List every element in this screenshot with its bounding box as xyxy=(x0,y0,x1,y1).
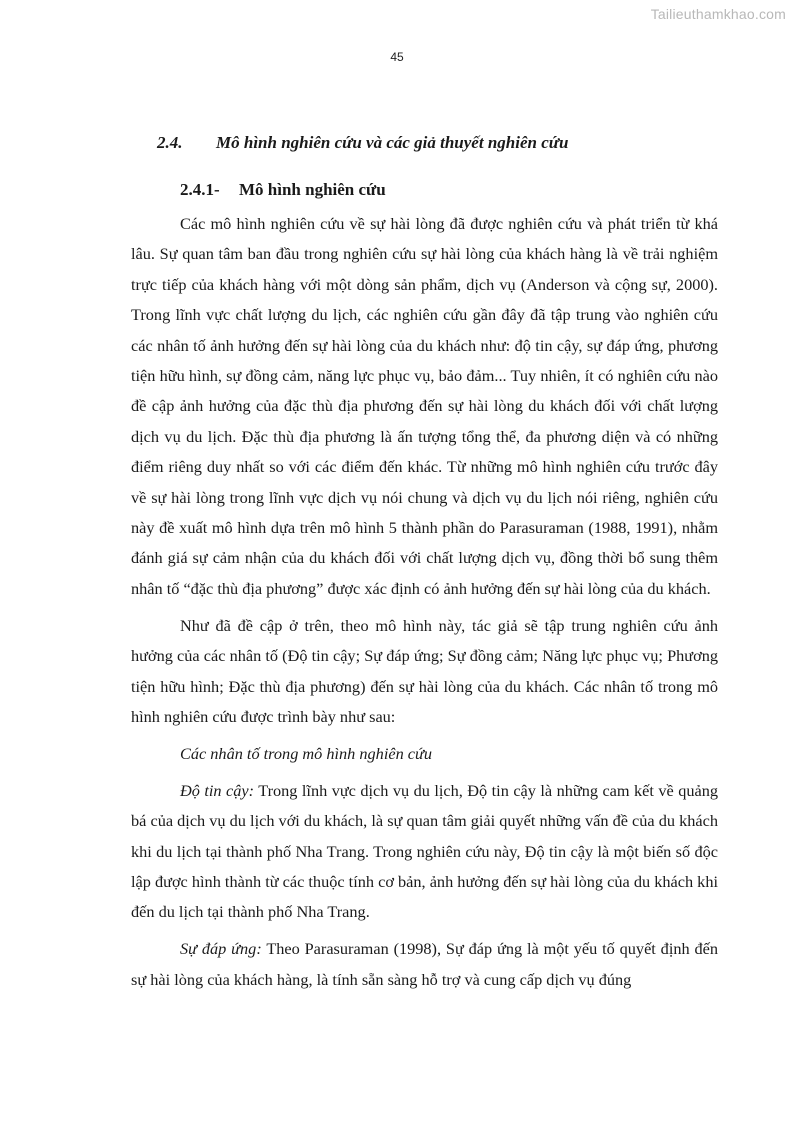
paragraph-responsiveness xyxy=(131,934,718,995)
paragraph-reliability-body: Trong lĩnh vực dịch vụ du lịch, Độ tin cậy là những cam kết về quảng bá của dịch vụ du lịch với du khách, là sự quan tâm giải quyết những vấn đề của du khách khi du lịch tại thành phố Nha Trang. Trong nghiên cứu này, Độ tin cậy là một biến số độc lập được hình thành từ các thuộc tính cơ bản, ảnh hưởng đến sự hài lòng của du khách khi đến du lịch tại thành phố Nha Trang. xyxy=(131,780,719,922)
section-number: 2.4. xyxy=(157,133,183,152)
paragraph-models-overview: Các mô hình nghiên cứu về sự hài lòng đã được nghiên cứu và phát triển từ khá lâu. Sự quan tâm ban đầu trong nghiên cứu sự hài lòng của khách hàng là về trải nghiệm trực tiếp của khách hàng với một dòng sản phẩm, dịch vụ (Anderson và cộng sự, 2000). Trong lĩnh vực chất lượng du lịch, các nghiên cứu gần đây đã tập trung vào nghiên cứu các nhân tố ảnh hưởng đến sự hài lòng của du khách như: độ tin cậy, sự đáp ứng, phương tiện hữu hình, sự đồng cảm, năng lực phục vụ, bảo đảm... Tuy nhiên, ít có nghiên cứu nào đề cập ảnh hưởng của đặc thù địa phương đến sự hài lòng du khách đối với chất lượng dịch vụ du lịch. Đặc thù địa phương là ấn tượng tổng thể, đa phương diện và có những điểm riêng duy nhất so với các điểm đến khác. Từ những mô hình nghiên cứu trước đây về sự hài lòng trong lĩnh vực dịch vụ nói chung và dịch vụ du lịch nói riêng, nghiên cứu này đề xuất mô hình dựa trên mô hình 5 thành phần do Parasuraman (1988, 1991), nhằm đánh giá sự cảm nhận của du khách đối với chất lượng dịch vụ, đồng thời bổ sung thêm nhân tố “đặc thù địa phương” được xác định có ảnh hưởng đến sự hài lòng của du khách. xyxy=(131,214,718,598)
section-title: Mô hình nghiên cứu và các giả thuyết nghiên cứu xyxy=(216,133,569,152)
term-reliability: Độ tin cậy: xyxy=(180,780,255,800)
paragraph-responsiveness-body: Theo Parasuraman (1998), Sự đáp ứng là một yếu tố quyết định đến sự hài lòng của khách hàng, là tính sẵn sàng hỗ trợ và cung cấp dịch vụ đúng xyxy=(131,939,718,989)
document-body xyxy=(131,128,718,1002)
paragraph-reliability xyxy=(131,776,718,928)
paragraph-model-factors: Như đã đề cập ở trên, theo mô hình này, tác giả sẽ tập trung nghiên cứu ảnh hưởng của các nhân tố (Độ tin cậy; Sự đáp ứng; Sự đồng cảm; Năng lực phục vụ; Phương tiện hữu hình; Đặc thù địa phương) đến sự hài lòng của du khách. Các nhân tố trong mô hình nghiên cứu được trình bày như sau: xyxy=(131,615,718,726)
section-heading xyxy=(157,128,718,158)
term-responsiveness: Sự đáp ứng: xyxy=(180,939,262,959)
subsection-number: 2.4.1- xyxy=(180,180,220,199)
page-number: 45 xyxy=(390,50,404,64)
subsection-heading xyxy=(180,175,718,205)
factors-heading: Các nhân tố trong mô hình nghiên cứu xyxy=(180,743,433,763)
watermark: Tailieuthamkhao.com xyxy=(650,6,786,22)
subsection-title: Mô hình nghiên cứu xyxy=(239,180,386,199)
